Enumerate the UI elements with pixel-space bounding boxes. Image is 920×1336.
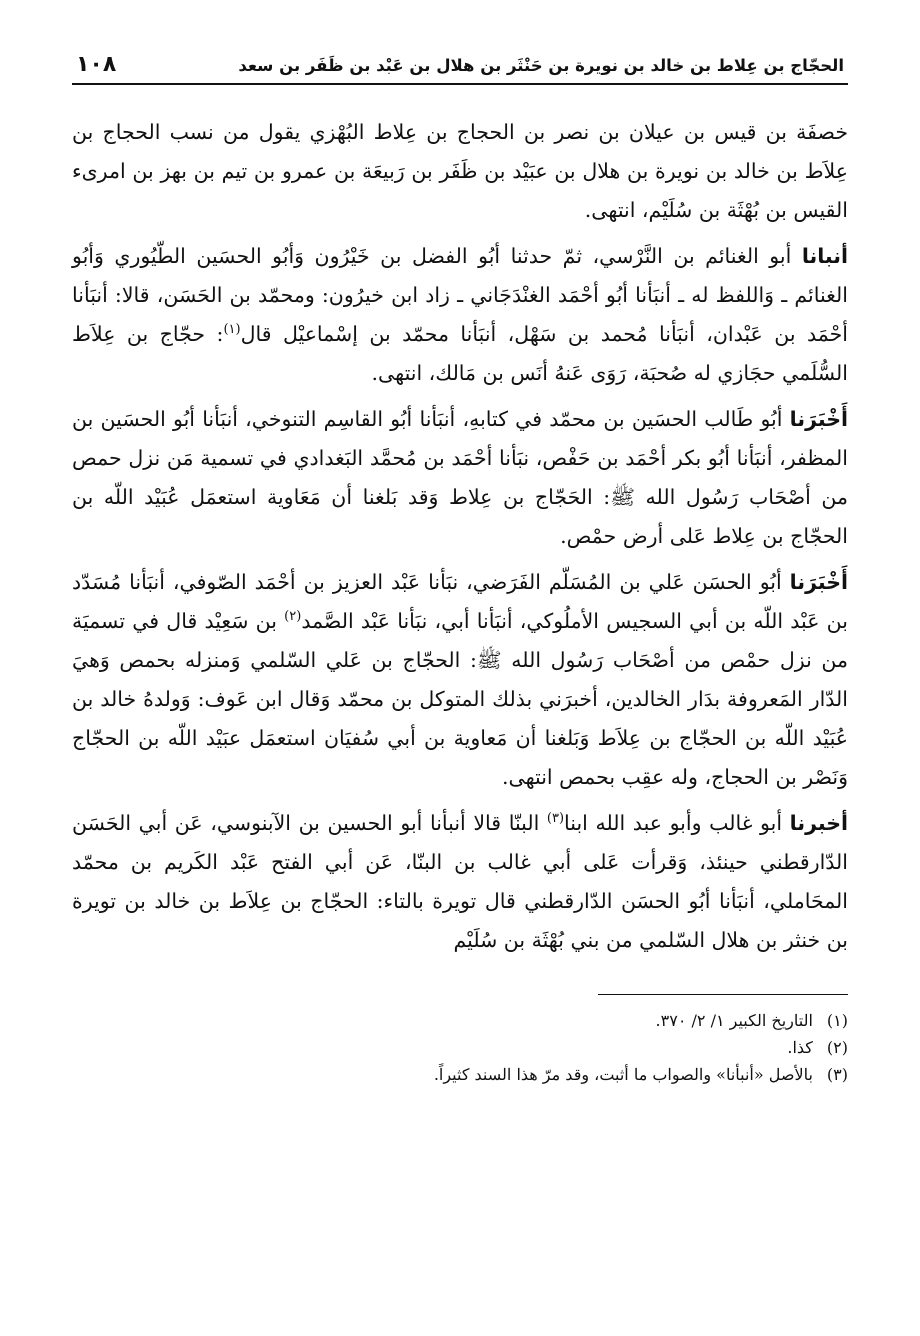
paragraph-tail: البنّا قالا أنبأنا أبو الحسين بن الآبنوسي، عَن أبي الحَسَن الدّارقطني حينئذ، وَقرأت عَلى أبي غالب بن البنّا، عَن أبي الفتح عَبْد الكَريم بن محمّد المحَاملي، أنبَأنا أبُو الحسَن الدّارقطني قال تويرة بالتاء: الحجّاج بن عِلاَط بن خالد بن تويرة بن خنثر بن هلال السّلمي من بني بُهْثَة بن سُلَيْم [72, 811, 848, 952]
footnotes [72, 1007, 848, 1088]
header-title: الحجّاج بن عِلاط بن خالد بن نويرة بن حَنْثَر بن هلال بن عَبْد بن ظَفَر بن سعد [238, 56, 844, 75]
footnote-ref: (١) [223, 322, 241, 338]
body-text [72, 113, 848, 960]
paragraph-text: أبو غالب وأبو عبد الله ابنا [564, 811, 783, 835]
paragraph-text: خصفَة بن قيس بن عيلان بن نصر بن الحجاج بن عِلاط البُهْزي يقول من نسب الحجاج بن عِلاَط بن خالد بن نويرة بن هلال بن عبَيْد بن ظَفَر بن رَبيعَة بن عمرو بن تيم بن بهز بن امرىء القيس بن بُهْثَة بن سُلَيْم، انتهى. [72, 120, 848, 222]
paragraph [72, 804, 848, 960]
running-head [72, 46, 848, 85]
paragraph-lead: أنبانا [801, 244, 848, 268]
footnote [72, 1007, 848, 1034]
footnote-ref: (٣) [546, 811, 565, 827]
paragraph-lead: أَخْبَرَنا [789, 570, 848, 594]
footnote-text: بالأصل «أنبأنا» والصواب ما أثبت، وقد مرّ هذا السند كثيراً. [433, 1065, 813, 1084]
paragraph-tail: : حجّاج بن عِلاَط السُّلَمي حجَازي له صُحبَة، رَوَى عَنهُ أنَس بن مَالك، انتهى. [72, 322, 848, 385]
paragraph-tail: بن سَعِيْد قال في تسميَة من نزل حمْص من أصْحَاب رَسُول الله ﷺ: الحجّاج بن عَلي السّلمي وَمنزله بحمص وَهيَ الدّار المَعروفة بدَار الخالدين، أخبرَني بذلك المتوكل بن محمّد وَقال ابن عَوف: وَولدهُ خالد بن عُبَيْد اللّه بن الحجّاج بن عِلاَط وَبَلغنا أن مَعاوية بن أبي سُفيَان استعمَل عبَيْد اللّه بن الحجّاج وَنَصْر بن الحجاج، وله عقِب بحمص انتهى. [72, 609, 848, 789]
footnote-number: (٢) [826, 1038, 848, 1057]
paragraph [72, 237, 848, 393]
paragraph-text: أبُو طَالب الحسَين بن محمّد في كتابهِ، أنبَأنا أبُو القاسِم التنوخي، أنبَأنا أبُو الحسَين بن المظفر، أنبَأنا أبُو بكر أحْمَد بن حَفْص، نبَأنا أحْمَد بن مُحمَّد البَغدادي في تسمية مَن نزل حمص من أصْحَاب رَسُول الله ﷺ: الحَجّاج بن عِلاط وَقد بَلغنا أن مَعَاوية استعمَل عُبَيْد اللّه بن الحجّاج بن عِلاط عَلى أرض حمْص. [72, 407, 848, 548]
footnote [72, 1034, 848, 1061]
paragraph-lead: أخبرنا [789, 811, 848, 835]
footnote-text: التاريخ الكبير ١/ ٢/ ٣٧٠. [655, 1011, 813, 1030]
page-number: ١٠٨ [76, 52, 117, 77]
footnote-text: كذا. [787, 1038, 813, 1057]
paragraph-lead: أَخْبَرَنا [789, 407, 848, 431]
paragraph-text: أبُو الحسَن عَلي بن المُسَلّم الفَرَضي، نبَأنا عَبْد العزيز بن أحْمَد الصّوفي، أنبَأنا مُسَدّد بن عَبْد اللّه بن أبي السجيس الأملُوكي، أنبَأنا أبي، نبَأنا عَبْد الصَّمد [72, 570, 848, 633]
footnote [72, 1061, 848, 1088]
paragraph [72, 563, 848, 797]
book-page [72, 46, 848, 1088]
paragraph [72, 400, 848, 556]
footnote-number: (٣) [826, 1065, 848, 1084]
footnote-number: (١) [826, 1011, 848, 1030]
footnote-ref: (٢) [284, 609, 302, 625]
paragraph-text: أبو الغنائم بن النَّرْسي، ثمّ حدثنا أبُو الفضل بن خَيْرُون وَأبُو الحسَين الطّيُوري وَأبُو الغنائم ـ وَاللفظ له ـ أنبَأنا أبُو أحْمَد الغنْدَجَاني ـ زاد ابن خيرُون: ومحمّد بن الحَسَن، قالا: أنبَأنا أحْمَد بن عَبْدان، أنبَأنا مُحمد بن سَهْل، أنبَأنا محمّد بن إسْماعيْل قال [72, 244, 849, 346]
footnote-divider [598, 994, 848, 995]
paragraph [72, 113, 848, 230]
